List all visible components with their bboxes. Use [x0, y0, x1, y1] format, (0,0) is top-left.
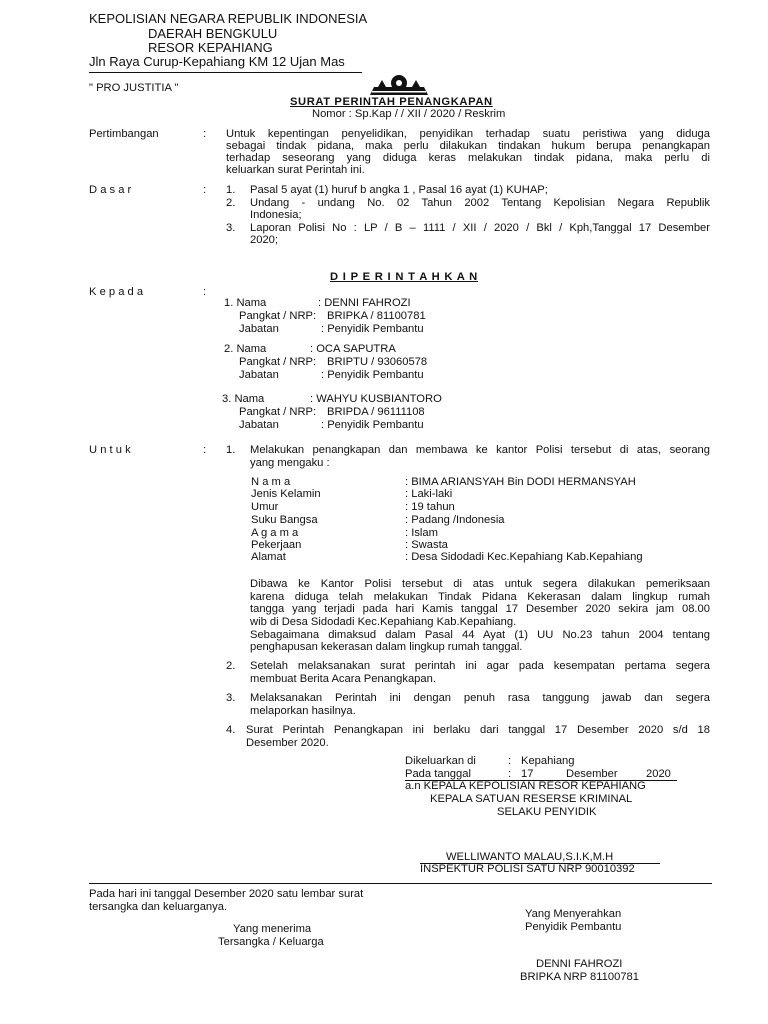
- suspect-value: : Swasta: [405, 539, 448, 551]
- dasar-item-number: 1.: [226, 184, 236, 196]
- dasar-item-line: Laporan Polisi No : LP / B – 1111 / XII / 2020 / Bkl / Kph,Tanggal 17 Desember: [250, 222, 710, 234]
- officer-job-label: Jabatan: [239, 419, 279, 431]
- institution-name: KEPOLISIAN NEGARA REPUBLIK INDONESIA: [89, 11, 368, 26]
- officer-name: : WAHYU KUSBIANTORO: [310, 393, 442, 405]
- receiver-role: Tersangka / Keluarga: [218, 936, 324, 948]
- suspect-label: Umur: [251, 501, 279, 513]
- suspect-value: : Desa Sidodadi Kec.Kepahiang Kab.Kepahiang: [405, 551, 643, 563]
- pertimbangan-line: Untuk kepentingan penyelidikan, penyidikan terhadap suatu peristiwa yang diduga: [226, 128, 710, 140]
- untuk-item-line: Surat Perintah Penangkapan ini berlaku dari tanggal 17 Desember 2020 s/d 18: [246, 724, 710, 736]
- officer-number: 2. Nama: [224, 343, 267, 355]
- dasar-label: D a s a r: [89, 184, 132, 196]
- issued-place-label: Dikeluarkan di: [405, 755, 476, 767]
- signer-rank: INSPEKTUR POLISI SATU NRP 90010392: [420, 863, 635, 875]
- suspect-label: Alamat: [251, 551, 286, 563]
- untuk-item-number: 2.: [226, 660, 236, 672]
- suspect-value: : 19 tahun: [405, 501, 455, 513]
- suspect-label: A g a m a: [251, 527, 299, 539]
- untuk-colon: :: [203, 444, 207, 456]
- suspect-value: : Padang /Indonesia: [405, 514, 505, 526]
- suspect-value: : Laki-laki: [405, 488, 453, 500]
- issued-date-colon: :: [508, 768, 512, 780]
- kepada-colon: :: [203, 286, 207, 298]
- diperintahkan-heading: D I P E R I N T A H K A N: [330, 271, 479, 283]
- dasar-item-line: Pasal 5 ayat (1) huruf b angka 1 , Pasal 16 ayat (1) KUHAP;: [250, 184, 548, 196]
- issued-place-colon: :: [508, 755, 512, 767]
- untuk-item-number: 1.: [226, 444, 236, 456]
- giver-name: DENNI FAHROZI: [536, 958, 623, 970]
- receipt-separator: [89, 883, 712, 884]
- suspect-label: N a m a: [251, 476, 291, 488]
- receipt-text-line: Pada hari ini tanggal Desember 2020 satu lembar surat: [89, 888, 364, 900]
- document-title: SURAT PERINTAH PENANGKAPAN: [290, 96, 493, 108]
- pro-justitia: " PRO JUSTITIA ": [89, 82, 179, 94]
- untuk-paragraph-line: penghapusan kekerasan dalam lingkup rumah tanggal.: [250, 641, 523, 653]
- officer-job-label: Jabatan: [239, 369, 279, 381]
- authority-line-3: SELAKU PENYIDIK: [497, 806, 597, 818]
- officer-name: : OCA SAPUTRA: [310, 343, 396, 355]
- document-number: Nomor : Sp.Kap / / XII / 2020 / Reskrim: [312, 108, 506, 120]
- officer-rank-label: Pangkat / NRP:: [239, 406, 317, 418]
- untuk-item-number: 4.: [226, 724, 236, 736]
- officer-number: 1. Nama: [224, 297, 267, 309]
- dasar-item-line: Indonesia;: [250, 209, 302, 221]
- suspect-label: Pekerjaan: [251, 539, 302, 551]
- address: Jln Raya Curup-Kepahiang KM 12 Ujan Mas: [89, 54, 345, 69]
- issued-day: 17: [521, 768, 534, 780]
- untuk-item-line: melaporkan hasilnya.: [250, 705, 356, 717]
- officer-job: : Penyidik Pembantu: [321, 369, 424, 381]
- untuk-item-line: Setelah melaksanakan surat perintah ini agar pada kesempatan pertama segera: [250, 660, 710, 672]
- officer-job: : Penyidik Pembantu: [321, 419, 424, 431]
- suspect-value: : BIMA ARIANSYAH Bin DODI HERMANSYAH: [405, 476, 636, 488]
- dasar-item-number: 2.: [226, 197, 236, 209]
- dasar-item-line: Undang - undang No. 02 Tahun 2002 Tentang Kepolisian Negara Republik: [250, 197, 710, 209]
- dasar-colon: :: [203, 184, 207, 196]
- untuk-paragraph-line: Sebagaimana dimaksud dalam Pasal 44 Ayat (1) UU No.23 tahun 2004 tentang: [250, 629, 710, 641]
- pertimbangan-line: terhadap seseorang yang diduga keras melakukan tindak pidana, maka perlu di: [226, 152, 710, 164]
- untuk-paragraph-line: wib di Desa Sidodadi Kec.Kepahiang Kab.Kepahiang.: [250, 616, 517, 628]
- dasar-item-line: 2020;: [250, 234, 278, 246]
- pertimbangan-label: Pertimbangan: [89, 128, 159, 140]
- issued-date-label: Pada tanggal: [405, 768, 471, 780]
- untuk-label: U n t u k: [89, 444, 131, 456]
- suspect-value: : Islam: [405, 527, 438, 539]
- dasar-item-number: 3.: [226, 222, 236, 234]
- police-emblem-icon: [368, 74, 430, 96]
- officer-rank-label: Pangkat / NRP:: [239, 310, 317, 322]
- officer-name: : DENNI FAHROZI: [318, 297, 411, 309]
- issued-place: Kepahiang: [521, 755, 575, 767]
- resort-name: RESOR KEPAHIANG: [148, 40, 273, 55]
- receipt-text-line: tersangka dan keluarganya.: [89, 901, 228, 913]
- untuk-paragraph-line: tangga yang terjadi pada hari Kamis tanggal 17 Desember 2020 sekira jam 08.00: [250, 603, 710, 615]
- issued-year: 2020: [646, 768, 671, 780]
- signer-name: WELLIWANTO MALAU,S.I.K,M.H: [446, 851, 614, 863]
- officer-rank: BRIPTU / 93060578: [327, 356, 428, 368]
- authority-line-2: KEPALA SATUAN RESERSE KRIMINAL: [430, 793, 633, 805]
- untuk-item-line: Melakukan penangkapan dan membawa ke kantor Polisi tersebut di atas, seorang: [250, 444, 710, 456]
- untuk-item-line: yang mengaku :: [250, 457, 330, 469]
- receiver-label: Yang menerima: [233, 923, 312, 935]
- officer-number: 3. Nama: [222, 393, 265, 405]
- untuk-item-line: membuat Berita Acara Penangkapan.: [250, 673, 436, 685]
- officer-rank: BRIPKA / 81100781: [327, 310, 426, 322]
- officer-job-label: Jabatan: [239, 323, 279, 335]
- untuk-item-number: 3.: [226, 692, 236, 704]
- officer-job: : Penyidik Pembantu: [321, 323, 424, 335]
- header-underline: [89, 72, 362, 73]
- pertimbangan-colon: :: [203, 128, 207, 140]
- issued-month: Desember: [566, 768, 618, 780]
- region-name: DAERAH BENGKULU: [148, 26, 278, 41]
- giver-label: Yang Menyerahkan: [525, 908, 622, 920]
- untuk-item-line: Melaksanakan Perintah ini dengan penuh rasa tanggung jawab dan segera: [250, 692, 710, 704]
- kepada-label: K e p a d a: [89, 286, 144, 298]
- authority-line-1: a.n KEPALA KEPOLISIAN RESOR KEPAHIANG: [405, 780, 646, 792]
- giver-rank: BRIPKA NRP 81100781: [520, 971, 639, 983]
- officer-rank-label: Pangkat / NRP:: [239, 356, 317, 368]
- officer-rank: BRIPDA / 96111108: [327, 406, 425, 418]
- untuk-paragraph-line: Dibawa ke Kantor Polisi tersebut di atas untuk segera dilakukan pemeriksaan: [250, 578, 710, 590]
- suspect-label: Suku Bangsa: [251, 514, 318, 526]
- untuk-item-line: Desember 2020.: [246, 737, 329, 749]
- pertimbangan-line: keluarkan surat Perintah ini.: [226, 164, 365, 176]
- suspect-label: Jenis Kelamin: [251, 488, 321, 500]
- untuk-paragraph-line: karena diduga telah melakukan Tindak Pidana Kekerasan dalam lingkup rumah: [250, 591, 710, 603]
- giver-role: Penyidik Pembantu: [525, 921, 622, 933]
- pertimbangan-line: sebagai tindak pidana, maka perlu dilakukan tindakan hukum berupa penangkapan: [226, 140, 710, 152]
